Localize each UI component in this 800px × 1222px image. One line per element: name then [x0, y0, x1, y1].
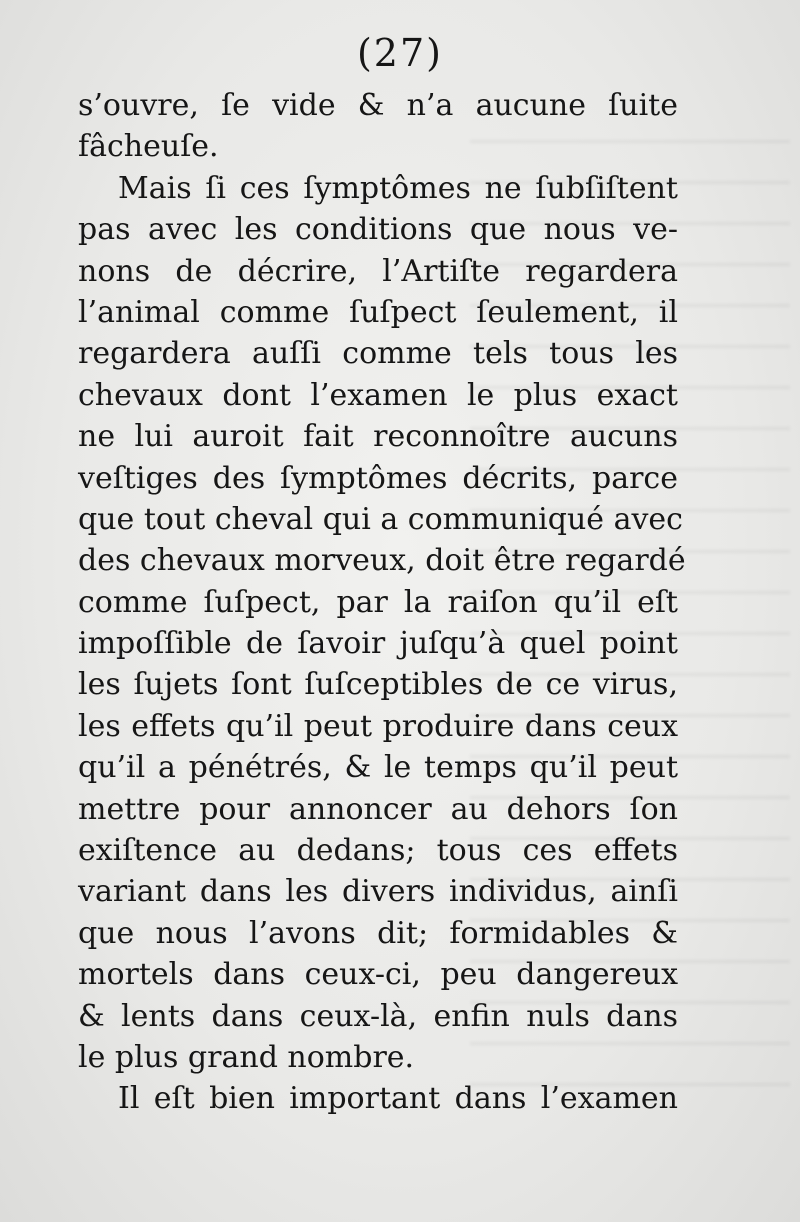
- text-line: des chevaux morveux, doit être regardé: [78, 543, 686, 579]
- text-line: regardera auſſi comme tels tous les: [78, 336, 678, 372]
- paragraph-first-line: Mais ſi ces ſymptômes ne ſubſiſtent: [118, 170, 678, 206]
- page-number: (27): [356, 31, 443, 75]
- text-line: l’animal comme ſuſpect ſeulement, il: [78, 294, 678, 330]
- text-line: s’ouvre, ſe vide & n’a aucune ſuite: [78, 88, 678, 123]
- paragraph-first-line: Il eſt bien important dans l’examen: [118, 1081, 678, 1117]
- text-line: comme ſuſpect, par la raiſon qu’il eſt: [78, 584, 678, 620]
- text-line: pas avec les conditions que nous ve-: [78, 212, 678, 248]
- text-line: ne lui auroit fait reconnoître aucuns: [78, 419, 678, 455]
- text-line: mettre pour annoncer au dehors ſon: [78, 791, 678, 827]
- text-line: fâcheuſe.: [78, 129, 219, 165]
- text-line: le plus grand nombre.: [78, 1039, 415, 1075]
- text-line: & lents dans ceux-là, enfin nuls dans: [78, 998, 678, 1034]
- text-line: variant dans les divers individus, ainſi: [78, 874, 678, 910]
- text-line: les ſujets ſont ſuſceptibles de ce virus,: [78, 667, 678, 703]
- body-text: [78, 85, 686, 1120]
- text-line: mortels dans ceux-ci, peu dangereux: [78, 957, 678, 993]
- text-line: nons de décrire, l’Artiſte regardera: [78, 253, 678, 289]
- text-line: que nous l’avons dit; formidables &: [78, 915, 678, 951]
- text-line: exiſtence au dedans; tous ces effets: [78, 833, 678, 869]
- text-line: que tout cheval qui a communiqué avec: [78, 501, 683, 537]
- text-line: les effets qu’il peut produire dans ceux: [78, 708, 678, 744]
- text-line: veſtiges des ſymptômes décrits, parce: [78, 460, 678, 496]
- text-line: impoſſible de ſavoir juſqu’à quel point: [78, 626, 678, 662]
- text-line: qu’il a pénétrés, & le temps qu’il peut: [78, 750, 678, 786]
- text-line: chevaux dont l’examen le plus exact: [78, 377, 678, 413]
